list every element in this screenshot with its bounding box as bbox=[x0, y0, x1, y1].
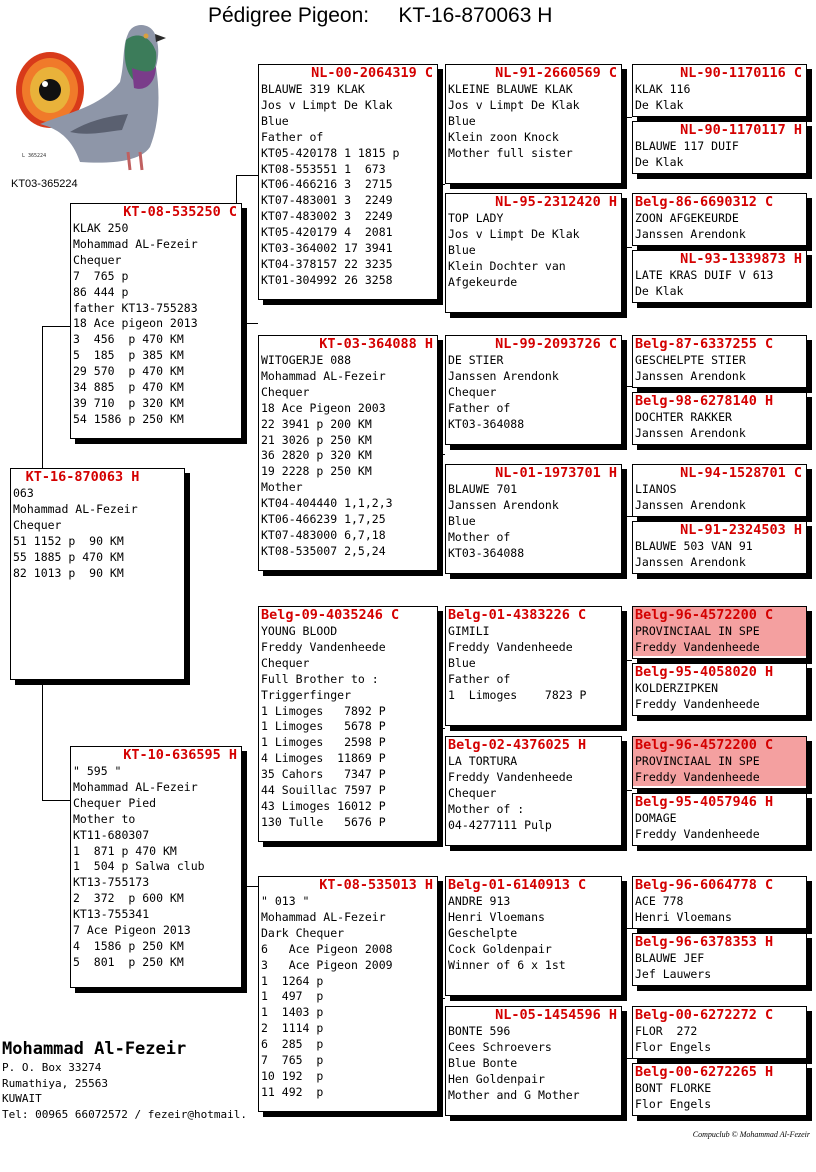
title-label: Pédigree Pigeon: bbox=[208, 4, 370, 27]
bird-info-line: ACE 778 bbox=[635, 894, 684, 908]
bird-info-line: KT03-364088 bbox=[448, 416, 525, 431]
ring-number: NL-95-2312420 H bbox=[495, 194, 617, 210]
bird-info-line: 18 Ace pigeon 2013 bbox=[73, 316, 198, 331]
pedigree-box-mmff bbox=[632, 876, 807, 929]
bird-info-line: Janssen Arendonk bbox=[635, 425, 746, 440]
bird-info-line: 7 Ace Pigeon 2013 bbox=[73, 923, 191, 938]
bird-info-line: Mohammad AL-Fezeir bbox=[261, 909, 386, 924]
ring-number: KT-10-636595 H bbox=[123, 747, 237, 763]
pedigree-box-mmf bbox=[445, 876, 622, 996]
bird-info-line: 82 1013 p 90 KM bbox=[13, 565, 124, 580]
bird-info-line: 11 492 p bbox=[261, 1084, 324, 1099]
bird-info-line: 21 3026 p 250 KM bbox=[261, 432, 372, 447]
ring-number: NL-90-1170117 H bbox=[680, 122, 802, 138]
connector bbox=[438, 998, 445, 999]
bird-info-line: 1 Limoges 5678 P bbox=[261, 719, 386, 734]
bird-info-line: 6 Ace Pigeon 2008 bbox=[261, 941, 393, 956]
bird-info-line: 063 bbox=[13, 486, 34, 500]
bird-info-line: Mother full sister bbox=[448, 145, 573, 160]
pedigree-box-mfm bbox=[445, 736, 622, 846]
bird-info-line: Klein Dochter van bbox=[448, 258, 566, 273]
bird-info-line: KT06-466239 1,7,25 bbox=[261, 512, 386, 527]
bird-info-line: Geschelpte bbox=[448, 925, 518, 940]
bird-info-line: 3 456 p 470 KM bbox=[73, 332, 184, 347]
connector bbox=[438, 184, 445, 185]
bird-info-line: BLAUWE 319 KLAK bbox=[261, 82, 365, 96]
bird-info-line: DE STIER bbox=[448, 353, 504, 367]
connector bbox=[622, 790, 632, 791]
bird-info-line: Freddy Vandenheede bbox=[633, 640, 806, 656]
bird-info-line: Jos v Limpt De Klak bbox=[448, 97, 580, 112]
owner-line: Rumathiya, 25563 bbox=[2, 1076, 108, 1090]
bird-info-line: BLAUWE 701 bbox=[448, 482, 518, 496]
bird-info-line: Freddy Vandenheede bbox=[635, 696, 760, 711]
bird-info-line: KT05-420178 1 1815 p bbox=[261, 145, 400, 160]
bird-info-line: KT07-483000 6,7,18 bbox=[261, 527, 386, 542]
bird-info-line: KT07-483002 3 2249 bbox=[261, 209, 393, 224]
ring-number: NL-91-2660569 C bbox=[495, 65, 617, 81]
ring-number: KT-16-870063 H bbox=[25, 469, 140, 485]
bird-info-line: 1 1403 p bbox=[261, 1005, 324, 1020]
bird-info-line: 2 372 p 600 KM bbox=[73, 891, 184, 906]
connector bbox=[622, 928, 632, 929]
bird-info-line: Blue bbox=[448, 513, 476, 528]
ring-number: Belg-96-6064778 C bbox=[635, 877, 774, 893]
bird-info-line: Janssen Arendonk bbox=[448, 497, 559, 512]
bird-info-line: Chequer bbox=[261, 384, 310, 399]
bird-info-line: De Klak bbox=[635, 154, 684, 169]
bird-info-line: BLAUWE 117 DUIF bbox=[635, 139, 739, 153]
bird-info-line: Mohammad AL-Fezeir bbox=[13, 501, 138, 516]
pedigree-box-ffmm bbox=[632, 250, 807, 303]
bird-info-line: 1 Limoges 7823 P bbox=[448, 687, 587, 702]
ring-number: NL-01-1973701 H bbox=[495, 465, 617, 481]
ring-number: NL-00-2064319 C bbox=[311, 65, 433, 81]
connector bbox=[242, 323, 258, 324]
connector bbox=[622, 660, 632, 661]
bird-info-line: KT06-466216 3 2715 bbox=[261, 177, 393, 192]
pedigree-box-mf bbox=[258, 606, 438, 842]
bird-info-line: KLEINE BLAUWE KLAK bbox=[448, 82, 573, 96]
bird-info-line: Mother of bbox=[448, 529, 511, 544]
connector bbox=[42, 326, 43, 468]
pedigree-box-mm bbox=[258, 876, 438, 1112]
bird-info-line: 1 1264 p bbox=[261, 973, 324, 988]
bird-info-line: 130 Tulle 5676 P bbox=[261, 814, 386, 829]
bird-info-line: Chequer Pied bbox=[73, 795, 157, 810]
ring-number: Belg-09-4035246 C bbox=[261, 607, 400, 623]
page-title bbox=[208, 4, 552, 28]
pedigree-box-m bbox=[70, 746, 242, 988]
bird-info-line: Jos v Limpt De Klak bbox=[261, 97, 393, 112]
owner-line: Tel: 00965 66072572 / fezeir@hotmail. bbox=[2, 1107, 248, 1121]
bird-info-line: KT13-755173 bbox=[73, 875, 150, 890]
bird-info-line: Blue bbox=[448, 242, 476, 257]
bird-info-line: 7 765 p bbox=[73, 268, 129, 283]
bird-info-line: FLOR 272 bbox=[635, 1024, 698, 1038]
connector bbox=[622, 516, 632, 517]
bird-info-line: 54 1586 p 250 KM bbox=[73, 411, 184, 426]
bird-info-line: De Klak bbox=[635, 97, 684, 112]
bird-info-line: ANDRE 913 bbox=[448, 894, 511, 908]
pedigree-box-ffm bbox=[445, 193, 622, 313]
bird-info-line: 10 192 p bbox=[261, 1068, 324, 1083]
bird-info-line: Cock Goldenpair bbox=[448, 941, 552, 956]
ring-number: Belg-96-6378353 H bbox=[635, 934, 774, 950]
bird-info-line: KLAK 250 bbox=[73, 221, 129, 235]
pedigree-box-f bbox=[70, 203, 242, 439]
bird-info-line: Freddy Vandenheede bbox=[448, 769, 573, 784]
ring-number: KT-08-535250 C bbox=[123, 204, 237, 220]
pedigree-box-fmf bbox=[445, 335, 622, 445]
bird-info-line: 22 3941 p 200 KM bbox=[261, 416, 372, 431]
bird-info-line: PROVINCIAAL IN SPE bbox=[633, 754, 806, 770]
connector bbox=[622, 1058, 632, 1059]
bird-info-line: Blue bbox=[448, 113, 476, 128]
pedigree-box-mff bbox=[445, 606, 622, 726]
bird-info-line: Blue Bonte bbox=[448, 1055, 518, 1070]
pedigree-box-mfmm bbox=[632, 793, 807, 846]
bird-info-line: DOCHTER RAKKER bbox=[635, 410, 732, 424]
pedigree-box-fmm bbox=[445, 464, 622, 574]
pedigree-box-fmmm bbox=[632, 521, 807, 574]
bird-info-line: Mohammad AL-Fezeir bbox=[73, 236, 198, 251]
credit: Compuclub © Mohammad Al-Fezeir bbox=[692, 1130, 810, 1139]
bird-info-line: father KT13-755283 bbox=[73, 300, 198, 315]
bird-info-line: Janssen Arendonk bbox=[635, 497, 746, 512]
bird-info-line: Freddy Vandenheede bbox=[448, 639, 573, 654]
pedigree-box-mmmm bbox=[632, 1063, 807, 1116]
ring-number: Belg-96-4572200 C bbox=[633, 737, 806, 754]
bird-info-line: Janssen Arendonk bbox=[635, 554, 746, 569]
connector bbox=[42, 748, 43, 800]
bird-info-line: 86 444 p bbox=[73, 284, 129, 299]
connector bbox=[42, 326, 70, 327]
bird-info-line: Janssen Arendonk bbox=[448, 368, 559, 383]
pedigree-box-fmff bbox=[632, 335, 807, 388]
bird-info-line: LA TORTURA bbox=[448, 754, 518, 768]
connector bbox=[438, 728, 445, 729]
ring-number: Belg-87-6337255 C bbox=[635, 336, 774, 352]
bird-info-line: KT11-680307 bbox=[73, 827, 150, 842]
bird-info-line: Mohammad AL-Fezeir bbox=[261, 368, 386, 383]
owner-line: KUWAIT bbox=[2, 1092, 42, 1105]
bird-info-line: KT01-304992 26 3258 bbox=[261, 272, 393, 287]
bird-info-line: 5 801 p 250 KM bbox=[73, 954, 184, 969]
bird-info-line: Flor Engels bbox=[635, 1039, 712, 1054]
bird-info-line: Afgekeurde bbox=[448, 274, 518, 289]
connector bbox=[622, 117, 632, 118]
bird-info-line: 6 285 p bbox=[261, 1037, 324, 1052]
pedigree-box-fmmf bbox=[632, 464, 807, 517]
bird-info-line: 44 Souillac 7597 P bbox=[261, 783, 386, 798]
title-ring: KT-16-870063 H bbox=[398, 4, 553, 27]
bird-info-line: Janssen Arendonk bbox=[635, 226, 746, 241]
bird-info-line: GESCHELPTE STIER bbox=[635, 353, 746, 367]
bird-info-line: 34 885 p 470 KM bbox=[73, 380, 184, 395]
bird-info-line: 36 2820 p 320 KM bbox=[261, 448, 372, 463]
connector bbox=[42, 800, 70, 801]
bird-info-line: Blue bbox=[261, 113, 289, 128]
bird-info-line: Mother to bbox=[73, 811, 136, 826]
bird-info-line: 19 2228 p 250 KM bbox=[261, 464, 372, 479]
bird-info-line: BLAUWE JEF bbox=[635, 951, 705, 965]
ring-number: Belg-01-6140913 C bbox=[448, 877, 587, 893]
ring-number: Belg-00-6272265 H bbox=[635, 1064, 774, 1080]
bird-info-line: Henri Vloemans bbox=[448, 909, 545, 924]
bird-info-line: Chequer bbox=[261, 655, 310, 670]
bird-info-line: Henri Vloemans bbox=[635, 909, 732, 924]
owner-block bbox=[2, 1038, 247, 1122]
bird-info-line: 43 Limoges 16012 P bbox=[261, 798, 386, 813]
bird-info-line: BLAUWE 503 VAN 91 bbox=[635, 539, 753, 553]
bird-info-line: 5 185 p 385 KM bbox=[73, 348, 184, 363]
bird-info-line: 3 Ace Pigeon 2009 bbox=[261, 957, 393, 972]
bird-info-line: LATE KRAS DUIF V 613 bbox=[635, 268, 774, 282]
connector bbox=[236, 175, 258, 176]
bird-info-line: Dark Chequer bbox=[261, 925, 345, 940]
pigeon-logo bbox=[10, 12, 166, 172]
ring-number: Belg-98-6278140 H bbox=[635, 393, 774, 409]
bird-info-line: GIMILI bbox=[448, 624, 490, 638]
bird-info-line: Mother bbox=[261, 480, 303, 495]
bird-info-line: 04-4277111 Pulp bbox=[448, 817, 552, 832]
connector bbox=[622, 386, 632, 387]
pedigree-box-mmm bbox=[445, 1006, 622, 1116]
bird-info-line: KT08-553551 1 673 bbox=[261, 161, 386, 176]
bird-info-line: 29 570 p 470 KM bbox=[73, 364, 184, 379]
ring-number: Belg-95-4058020 H bbox=[635, 664, 774, 680]
ring-number: NL-94-1528701 C bbox=[680, 465, 802, 481]
pedigree-box-ffff bbox=[632, 64, 807, 117]
bird-info-line: 18 Ace Pigeon 2003 bbox=[261, 400, 386, 415]
pedigree-box-fm bbox=[258, 335, 438, 571]
bird-info-line: KT08-535007 2,5,24 bbox=[261, 543, 386, 558]
pedigree-box-mffm bbox=[632, 663, 807, 716]
ring-number: KT-03-364088 H bbox=[319, 336, 433, 352]
bird-info-line: Klein zoon Knock bbox=[448, 129, 559, 144]
bird-info-line: YOUNG BLOOD bbox=[261, 624, 338, 638]
bird-info-line: Mother of : bbox=[448, 801, 525, 816]
bird-info-line: Triggerfinger bbox=[261, 687, 352, 702]
bird-info-line: Blue bbox=[448, 655, 476, 670]
bird-info-line: Hen Goldenpair bbox=[448, 1071, 545, 1086]
ring-number: KT-08-535013 H bbox=[319, 877, 433, 893]
bird-info-line: Freddy Vandenheede bbox=[633, 770, 806, 786]
bird-info-line: Jef Lauwers bbox=[635, 966, 712, 981]
bird-info-line: Father of bbox=[448, 400, 511, 415]
bird-info-line: 35 Cahors 7347 P bbox=[261, 767, 386, 782]
bird-info-line: 2 1114 p bbox=[261, 1021, 324, 1036]
bird-info-line: KT04-404440 1,1,2,3 bbox=[261, 496, 393, 511]
bird-info-line: WITOGERJE 088 bbox=[261, 353, 352, 367]
bird-info-line: TOP LADY bbox=[448, 211, 504, 225]
bird-info-line: Mohammad AL-Fezeir bbox=[73, 779, 198, 794]
bird-info-line: Chequer bbox=[448, 785, 497, 800]
pedigree-box-mmmf bbox=[632, 1006, 807, 1059]
owner-name: Mohammad Al-Fezeir bbox=[2, 1039, 187, 1059]
bird-info-line: Cees Schroevers bbox=[448, 1039, 552, 1054]
connector bbox=[622, 247, 632, 248]
bird-info-line: DOMAGE bbox=[635, 811, 677, 825]
bird-info-line: 1 497 p bbox=[261, 989, 324, 1004]
bird-info-line: Janssen Arendonk bbox=[635, 368, 746, 383]
bird-info-line: PROVINCIAAL IN SPE bbox=[633, 624, 806, 640]
ring-number: Belg-95-4057946 H bbox=[635, 794, 774, 810]
ring-number: Belg-01-4383226 C bbox=[448, 607, 587, 623]
bird-info-line: 1 Limoges 2598 P bbox=[261, 735, 386, 750]
pedigree-box-fffm bbox=[632, 121, 807, 174]
bird-info-line: Freddy Vandenheede bbox=[635, 826, 760, 841]
bird-info-line: KT03-364002 17 3941 bbox=[261, 241, 393, 256]
ring-number: NL-99-2093726 C bbox=[495, 336, 617, 352]
bird-info-line: 51 1152 p 90 KM bbox=[13, 533, 124, 548]
pedigree-box-mfff bbox=[632, 606, 807, 659]
ring-number: NL-05-1454596 H bbox=[495, 1007, 617, 1023]
bird-info-line: BONT FLORKE bbox=[635, 1081, 712, 1095]
logo-ring-text: L 365224 bbox=[22, 153, 47, 159]
bird-info-line: Chequer bbox=[448, 384, 497, 399]
bird-info-line: 55 1885 p 470 KM bbox=[13, 549, 124, 564]
owner-line: P. O. Box 33274 bbox=[2, 1061, 102, 1074]
bird-info-line: 7 765 p bbox=[261, 1053, 324, 1068]
bird-info-line: KLAK 116 bbox=[635, 82, 691, 96]
bird-info-line: Father of bbox=[261, 129, 324, 144]
bird-info-line: Freddy Vandenheede bbox=[261, 639, 386, 654]
bird-info-line: 1 871 p 470 KM bbox=[73, 843, 177, 858]
bird-info-line: Winner of 6 x 1st bbox=[448, 957, 566, 972]
bird-info-line: ZOON AFGEKEURDE bbox=[635, 211, 739, 225]
pedigree-box-ffmf bbox=[632, 193, 807, 246]
bird-info-line: 4 Limoges 11869 P bbox=[261, 751, 386, 766]
bird-info-line: Chequer bbox=[73, 252, 122, 267]
bird-info-line: 1 504 p Salwa club bbox=[73, 859, 205, 874]
bird-info-line: LIANOS bbox=[635, 482, 677, 496]
bird-info-line: Father of bbox=[448, 671, 511, 686]
ring-number: NL-93-1339873 H bbox=[680, 251, 802, 267]
bird-info-line: Jos v Limpt De Klak bbox=[448, 226, 580, 241]
bird-info-line: 4 1586 p 250 KM bbox=[73, 938, 184, 953]
bird-info-line: Flor Engels bbox=[635, 1096, 712, 1111]
pedigree-box-fff bbox=[445, 64, 622, 184]
pedigree-box-mmfm bbox=[632, 933, 807, 986]
bird-info-line: Chequer bbox=[13, 517, 62, 532]
bird-info-line: De Klak bbox=[635, 283, 684, 298]
pedigree-box-mfmf bbox=[632, 736, 807, 789]
bird-info-line: KT04-378157 22 3235 bbox=[261, 256, 393, 271]
bird-info-line: Full Brother to : bbox=[261, 671, 379, 686]
pedigree-box-ff bbox=[258, 64, 438, 300]
bird-info-line: BONTE 596 bbox=[448, 1024, 511, 1038]
bird-info-line: 1 Limoges 7892 P bbox=[261, 703, 386, 718]
pedigree-box-fmfm bbox=[632, 392, 807, 445]
connector bbox=[438, 454, 445, 455]
ring-number: NL-91-2324503 H bbox=[680, 522, 802, 538]
ring-number: NL-90-1170116 C bbox=[680, 65, 802, 81]
bird-info-line: KT03-364088 bbox=[448, 545, 525, 560]
bird-info-line: " 595 " bbox=[73, 764, 122, 778]
eye-pupil bbox=[39, 79, 61, 101]
bird-info-line: " 013 " bbox=[261, 894, 310, 908]
ring-number: Belg-02-4376025 H bbox=[448, 737, 587, 753]
bird-info-line: KT05-420179 4 2081 bbox=[261, 225, 393, 240]
ring-number: Belg-86-6690312 C bbox=[635, 194, 774, 210]
pedigree-box-subject bbox=[10, 468, 185, 680]
logo-caption: KT03-365224 bbox=[11, 178, 78, 190]
bird-info-line: Mother and G Mother bbox=[448, 1087, 580, 1102]
connector bbox=[42, 680, 43, 748]
bird-info-line: KT13-755341 bbox=[73, 907, 150, 922]
ring-number: Belg-00-6272272 C bbox=[635, 1007, 774, 1023]
ring-number: Belg-96-4572200 C bbox=[633, 607, 806, 624]
bird-info-line: KOLDERZIPKEN bbox=[635, 681, 719, 695]
bird-info-line: 39 710 p 320 KM bbox=[73, 395, 184, 410]
bird-info-line: KT07-483001 3 2249 bbox=[261, 193, 393, 208]
